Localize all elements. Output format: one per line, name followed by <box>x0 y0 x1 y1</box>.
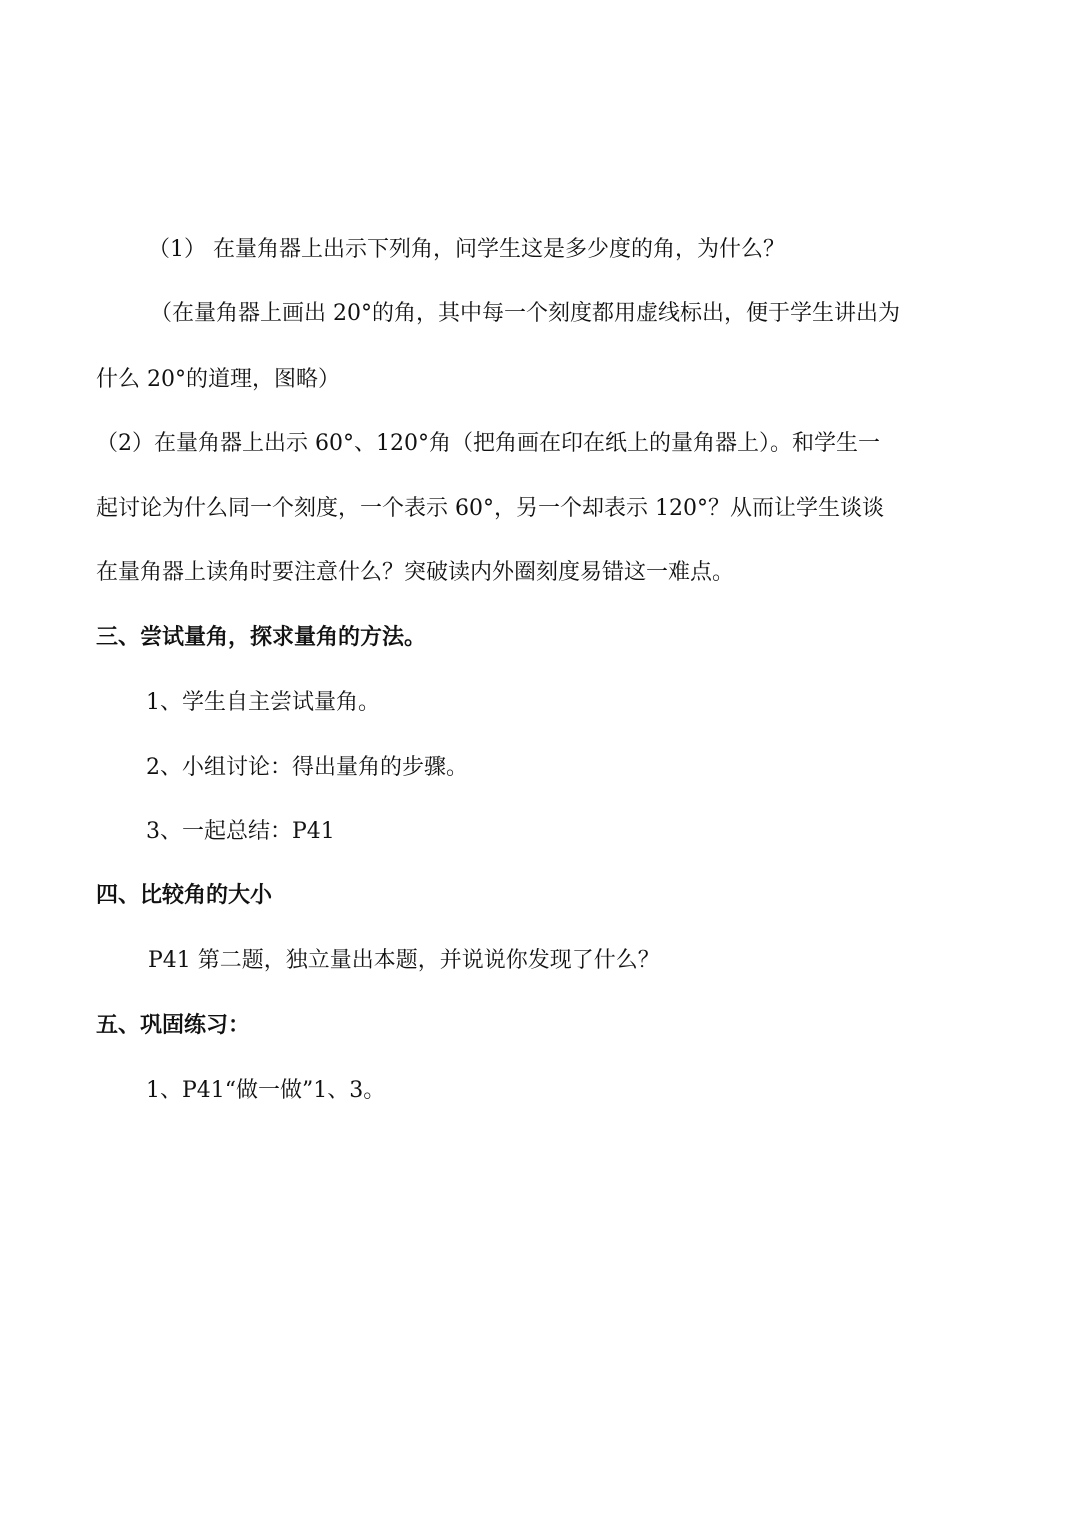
paragraph-line: （1） 在量角器上出示下列角，问学生这是多少度的角，为什么？ <box>148 237 785 262</box>
list-item: 1、P41“做一做”1、3。 <box>146 1078 386 1103</box>
section-heading: 五、巩固练习： <box>96 1013 251 1038</box>
section-heading: 三、尝试量角，探求量角的方法。 <box>96 625 427 650</box>
list-item: 3、一起总结：P41 <box>146 819 335 844</box>
paragraph-line: （2）在量角器上出示 60°、120°角（把角画在印在纸上的量角器上）。和学生一 <box>96 431 880 456</box>
paragraph-line: P41 第二题，独立量出本题，并说说你发现了什么？ <box>148 948 660 973</box>
paragraph-line: （在量角器上画出 20°的角，其中每一个刻度都用虚线标出，便于学生讲出为 <box>150 301 900 326</box>
list-item: 1、学生自主尝试量角。 <box>146 690 380 715</box>
paragraph-line: 在量角器上读角时要注意什么？突破读内外圈刻度易错这一难点。 <box>96 560 735 585</box>
section-heading: 四、比较角的大小 <box>96 883 273 908</box>
paragraph-line: 什么 20°的道理，图略） <box>96 367 340 392</box>
paragraph-line: 起讨论为什么同一个刻度，一个表示 60°，另一个却表示 120°？从而让学生谈谈 <box>96 496 884 521</box>
list-item: 2、小组讨论：得出量角的步骤。 <box>146 755 468 780</box>
